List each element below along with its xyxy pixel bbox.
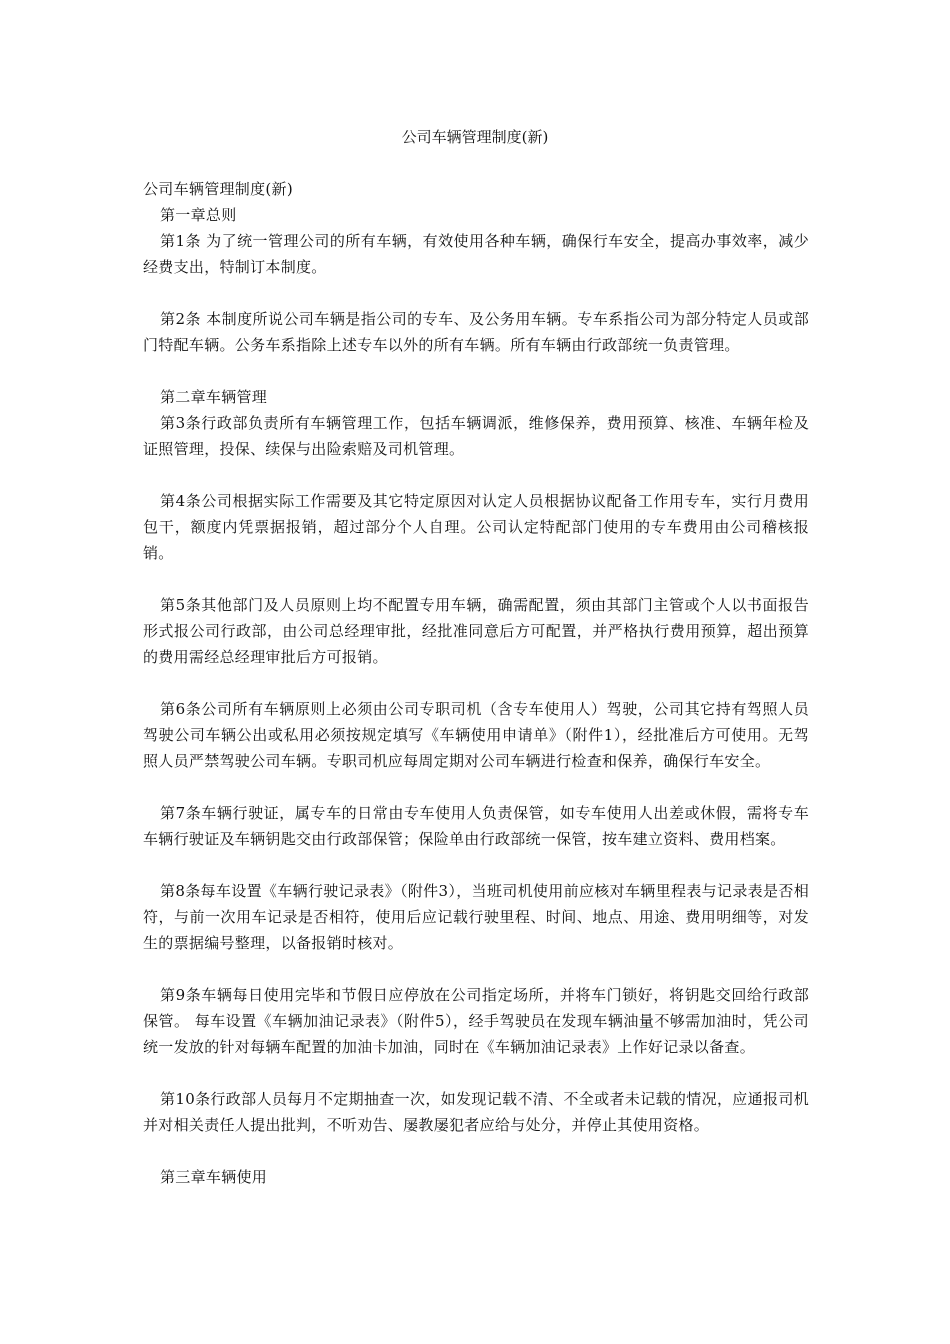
chapter-heading-2: 第二章车辆管理 bbox=[160, 388, 268, 406]
chapter-heading-3: 第三章车辆使用 bbox=[160, 1168, 268, 1186]
article-8: 第8条每车设置《车辆行驶记录表》（附件3），当班司机使用前应核对车辆里程表与记录表是否相符，与前一次用车记录是否相符，使用后应记载行驶里程、时间、地点、用途、费用明细等，对发生的票据编号整理，以备报销时核对。 bbox=[143, 882, 809, 952]
article-10: 第10条行政部人员每月不定期抽查一次，如发现记载不清、不全或者未记载的情况，应通报司机并对相关责任人提出批判，不听劝告、屡教屡犯者应给与处分，并停止其使用资格。 bbox=[143, 1090, 809, 1134]
article-6: 第6条公司所有车辆原则上必须由公司专职司机（含专车使用人）驾驶，公司其它持有驾照人员驾驶公司车辆公出或私用必须按规定填写《车辆使用申请单》（附件1），经批准后方可使用。无驾照人员严禁驾驶公司车辆。专职司机应每周定期对公司车辆进行检查和保养，确保行车安全。 bbox=[143, 700, 809, 770]
article-4: 第4条公司根据实际工作需要及其它特定原因对认定人员根据协议配备工作用专车，实行月费用包干，额度内凭票据报销，超过部分个人自理。公司认定特配部门使用的专车费用由公司稽核报销。 bbox=[143, 492, 809, 562]
article-2: 第2条 本制度所说公司车辆是指公司的专车、及公务用车辆。专车系指公司为部分特定人员或部门特配车辆。公务车系指除上述专车以外的所有车辆。所有车辆由行政部统一负责管理。 bbox=[143, 310, 809, 354]
article-7: 第7条车辆行驶证，属专车的日常由专车使用人负责保管，如专车使用人出差或休假，需将专车车辆行驶证及车辆钥匙交由行政部保管；保险单由行政部统一保管，按车建立资料、费用档案。 bbox=[143, 804, 809, 848]
chapter-heading-1: 第一章总则 bbox=[160, 206, 237, 224]
article-3: 第3条行政部负责所有车辆管理工作，包括车辆调派，维修保养，费用预算、核准、车辆年检及证照管理，投保、续保与出险索赔及司机管理。 bbox=[143, 414, 809, 458]
article-1: 第1条 为了统一管理公司的所有车辆，有效使用各种车辆，确保行车安全，提高办事效率，减少经费支出，特制订本制度。 bbox=[143, 232, 809, 276]
article-9: 第9条车辆每日使用完毕和节假日应停放在公司指定场所，并将车门锁好，将钥匙交回给行政部保管。 每车设置《车辆加油记录表》（附件5），经手驾驶员在发现车辆油量不够需加油时，凭公司统一发放的针对每辆车配置的加油卡加油，同时在《车辆加油记录表》上作好记录以备查。 bbox=[143, 986, 809, 1056]
article-5: 第5条其他部门及人员原则上均不配置专用车辆，确需配置，须由其部门主管或个人以书面报告形式报公司行政部，由公司总经理审批，经批准同意后方可配置，并严格执行费用预算，超出预算的费用需经总经理审批后方可报销。 bbox=[143, 596, 809, 666]
document-subtitle: 公司车辆管理制度(新) bbox=[143, 180, 294, 198]
document-title: 公司车辆管理制度(新) bbox=[401, 128, 549, 146]
document-body bbox=[143, 176, 809, 1190]
